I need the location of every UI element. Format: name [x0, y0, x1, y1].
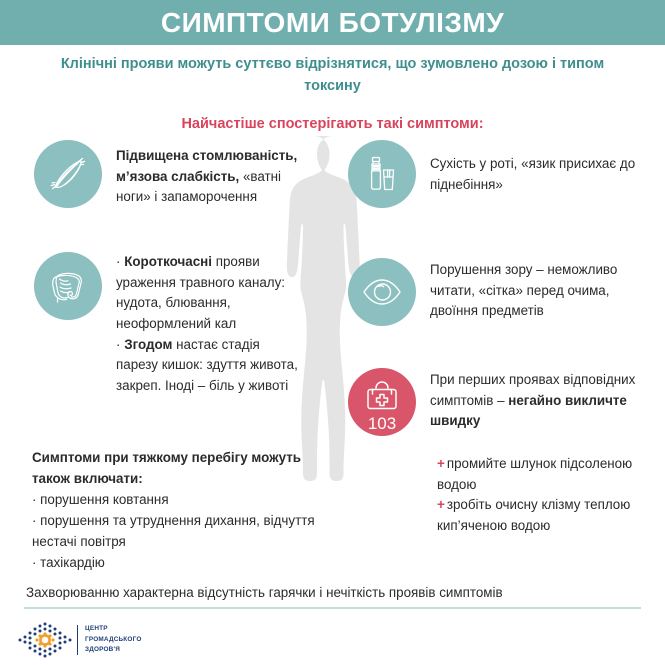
- footer-logo: [16, 620, 142, 660]
- phc-logo-icon: [16, 620, 74, 660]
- footer-divider: [24, 607, 641, 609]
- logo-wordmark: [85, 624, 142, 655]
- water-bottle-glass-icon: [360, 152, 404, 196]
- eye-icon: [359, 269, 405, 315]
- symptom-text-digestive: · Короткочасні прояви ураження травного каналу: нудота, блювання, неоформлений кал · Згодом настає стадія парезу кишок: здуття живота, закреп. Іноді – біль у животі: [116, 254, 298, 393]
- list-item: [437, 495, 659, 536]
- symptom-text-fatigue: Підвищена стомлюваність, м’язова слабкість, «ватні ноги» і запаморочення: [116, 148, 298, 205]
- symptom-item-emergency: [348, 368, 648, 436]
- severe-symptoms-title: Симптоми при тяжкому перебігу можуть також включати:: [32, 450, 301, 486]
- severe-symptoms-list: [32, 490, 322, 573]
- symptom-badge-emergency: [348, 368, 416, 436]
- symptom-item-digestive: [34, 252, 304, 396]
- page-title: СИМПТОМИ БОТУЛІЗМУ: [160, 6, 505, 38]
- plus-icon: +: [437, 497, 445, 513]
- symptom-badge-digestive: [34, 252, 102, 320]
- muscle-icon: [46, 152, 90, 196]
- symptom-item-fatigue: [34, 140, 304, 208]
- symptom-item-vision: [348, 258, 648, 326]
- list-item: · тахікардію: [32, 554, 105, 570]
- list-item: · порушення ковтання: [32, 492, 169, 508]
- list-item: · порушення та утруднення дихання, відчуття нестачі повітря: [32, 513, 315, 549]
- symptom-text-emergency: При перших проявах відповідних симптомів – негайно викличте швидку: [430, 372, 636, 429]
- aid-item-text: зробіть очисну клізму теплою кип’яченою водою: [437, 497, 631, 534]
- symptom-text-dry-mouth: Сухість у роті, «язик присихає до піднебіння»: [430, 156, 636, 192]
- symptom-badge-dry-mouth: [348, 140, 416, 208]
- subtitle-text: Клінічні прояви можуть суттєво відрізнятися, що зумовлено дозою і типом токсину: [60, 56, 605, 94]
- emergency-number: 103: [367, 414, 397, 433]
- logo-line-3: ЗДОРОВ'Я: [85, 646, 121, 654]
- first-aid-actions-list: [437, 454, 659, 537]
- intestine-icon: [45, 263, 91, 309]
- symptom-badge-fatigue: [34, 140, 102, 208]
- closing-statement: Захворюванню характерна відсутність гарячки і нечіткість проявів симптомів: [26, 585, 503, 600]
- symptom-badge-vision: [348, 258, 416, 326]
- symptom-item-dry-mouth: [348, 140, 648, 208]
- logo-separator: [77, 625, 78, 655]
- severe-symptoms-block: [32, 448, 322, 573]
- header-bar: [0, 0, 665, 45]
- plus-icon: +: [437, 456, 445, 471]
- symptom-text-vision: Порушення зору – неможливо читати, «сітка» перед очима, двоїння предметів: [430, 262, 618, 319]
- aid-item-text: промийте шлунок підсоленою водою: [437, 456, 633, 492]
- list-item: [437, 454, 659, 495]
- logo-line-1: ЦЕНТР: [85, 625, 108, 633]
- section-heading: Найчастіше спостерігають такі симптоми:: [181, 116, 484, 132]
- logo-line-2: ГРОМАДСЬКОГО: [85, 635, 142, 643]
